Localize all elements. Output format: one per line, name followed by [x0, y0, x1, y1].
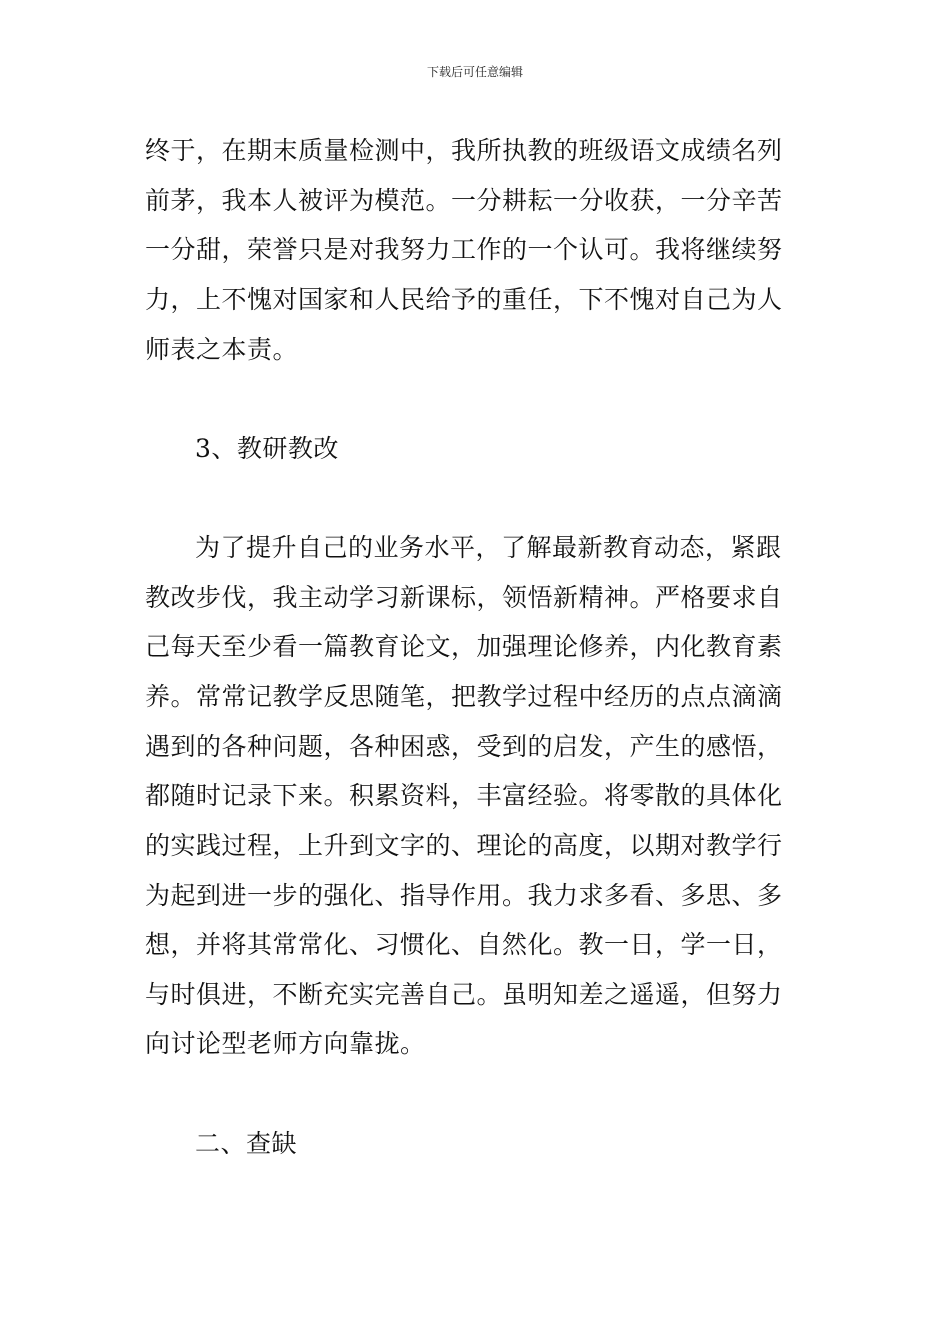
paragraph-line: 都随时记录下来。积累资料，丰富经验。将零散的具体化	[145, 781, 783, 810]
paragraph-line: 想，并将其常常化、习惯化、自然化。教一日，学一日，	[145, 930, 783, 959]
paragraph-line: 教改步伐，我主动学习新课标，领悟新精神。严格要求自	[145, 583, 783, 612]
paragraph-line: 向讨论型老师方向靠拢。	[145, 1029, 426, 1058]
paragraph-line: 与时俱进，不断充实完善自己。虽明知差之遥遥，但努力	[145, 980, 783, 1009]
paragraph-line: 己每天至少看一篇教育论文，加强理论修养，内化教育素	[145, 632, 783, 661]
section-heading: 3、教研教改	[195, 434, 339, 463]
paragraph-line: 为起到进一步的强化、指导作用。我力求多看、多思、多	[145, 881, 783, 910]
paragraph-line: 前茅，我本人被评为模范。一分耕耘一分收获，一分辛苦	[145, 186, 783, 215]
header-note: 下载后可任意编辑	[426, 65, 523, 79]
paragraph-line: 终于，在期末质量检测中，我所执教的班级语文成绩名列	[145, 136, 783, 165]
paragraph-line: 的实践过程，上升到文字的、理论的高度，以期对教学行	[145, 831, 783, 860]
paragraph-line: 为了提升自己的业务水平，了解最新教育动态，紧跟	[195, 533, 782, 562]
paragraph-line: 力，上不愧对国家和人民给予的重任，下不愧对自己为人	[145, 285, 783, 314]
section-heading: 二、查缺	[195, 1129, 298, 1158]
paragraph-line: 养。常常记教学反思随笔，把教学过程中经历的点点滴滴	[145, 682, 783, 711]
paragraph-line: 一分甜，荣誉只是对我努力工作的一个认可。我将继续努	[145, 235, 783, 264]
paragraph-line: 师表之本责。	[145, 335, 299, 364]
paragraph-line: 遇到的各种问题，各种困惑，受到的启发，产生的感悟，	[145, 732, 783, 761]
